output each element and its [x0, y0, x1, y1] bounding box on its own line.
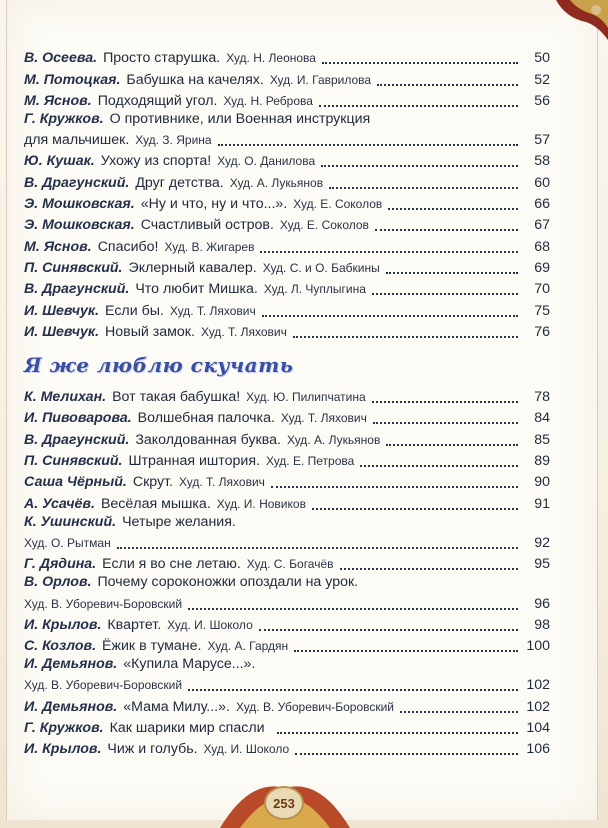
dot-leader	[260, 251, 518, 253]
entry-page-number: 58	[534, 153, 550, 170]
entry-page-number: 89	[534, 453, 550, 470]
dot-leader	[295, 753, 518, 755]
toc-entry	[24, 673, 550, 694]
entry-page-number: 98	[534, 616, 550, 633]
entry-author: И. Шевчук.	[24, 323, 100, 340]
entry-title: Что любит Мишка.	[135, 281, 258, 298]
dot-leader	[386, 272, 518, 274]
entry-title: Квартет.	[107, 616, 162, 633]
entry-illustrator: Худ. Т. Ляхович	[169, 303, 256, 318]
entry-illustrator: Худ. Т. Ляхович	[280, 411, 367, 426]
entry-illustrator: Худ. И. Новиков	[216, 496, 306, 511]
entry-title: Счастливый остров.	[140, 217, 274, 234]
dot-leader	[377, 84, 518, 86]
corner-ornament-icon	[536, 0, 608, 40]
dot-leader	[319, 105, 518, 107]
entry-page-number: 68	[534, 238, 550, 255]
entry-title: Ухожу из спорта!	[100, 153, 212, 170]
entry-page-number: 91	[534, 495, 550, 512]
entry-illustrator: Худ. О. Данилова	[217, 154, 316, 169]
toc-entry	[24, 591, 550, 612]
toc-entry	[24, 513, 550, 531]
entry-title: Весёлая мышка.	[100, 495, 211, 512]
entry-page-number: 57	[534, 132, 550, 149]
dot-leader	[321, 165, 518, 167]
entry-author: Г. Кружков.	[24, 110, 104, 127]
dot-leader	[400, 711, 518, 713]
entry-illustrator: Худ. И. Гаврилова	[269, 72, 372, 87]
entry-author: Э. Мошковская.	[24, 217, 135, 234]
entry-illustrator: Худ. Т. Ляхович	[179, 475, 265, 490]
entry-illustrator: Худ. В. Уборевич-Боровский	[24, 678, 183, 693]
entry-page-number: 92	[534, 534, 550, 551]
entry-illustrator: Худ. Т. Ляхович	[200, 324, 287, 339]
toc-entry	[24, 552, 550, 573]
entry-title: для мальчишек.	[24, 132, 130, 149]
entry-illustrator: Худ. А. Лукьянов	[286, 432, 381, 447]
dot-leader	[372, 401, 518, 403]
entry-author: В. Драгунский.	[24, 431, 130, 448]
entry-title: Эклерный кавалер.	[128, 259, 257, 276]
entry-illustrator: Худ. С. и О. Бабкины	[262, 260, 380, 275]
toc-entry	[24, 716, 550, 737]
toc-entry	[24, 149, 550, 170]
entry-author: Ю. Кушак.	[24, 153, 95, 170]
entry-illustrator: Худ. А. Лукьянов	[229, 175, 324, 190]
entry-author: И. Пивоварова.	[24, 410, 132, 427]
toc-section-1	[24, 46, 550, 341]
toc-entry	[24, 449, 550, 470]
entry-author: А. Усачёв.	[24, 495, 95, 512]
entry-author: П. Синявский.	[24, 259, 123, 276]
dot-leader	[117, 547, 518, 549]
entry-title: Друг детства.	[135, 174, 224, 191]
section-heading: Я же люблю скучать	[24, 352, 294, 377]
entry-illustrator: Худ. А. Гардян	[207, 639, 289, 654]
entry-title: Подходящий угол.	[97, 92, 218, 109]
toc-entry	[24, 298, 550, 319]
entry-title: Заколдованная буква.	[135, 431, 281, 448]
entry-author: С. Козлов.	[24, 638, 97, 655]
entry-page-number: 84	[534, 410, 550, 427]
entry-page-number: 52	[534, 71, 550, 88]
dot-leader	[322, 62, 518, 64]
entry-title: Бабушка на качелях.	[126, 71, 264, 88]
entry-page-number: 96	[534, 595, 550, 612]
entry-author: М. Потоцкая.	[24, 71, 121, 88]
entry-title: Ёжик в тумане.	[102, 638, 202, 655]
entry-page-number: 85	[534, 431, 550, 448]
dot-leader	[312, 508, 518, 510]
entry-illustrator: Худ. Ю. Пилипчатина	[246, 390, 366, 405]
toc-entry	[24, 573, 550, 591]
entry-page-number: 95	[534, 556, 550, 573]
entry-title: Скрут.	[132, 474, 173, 491]
table-of-contents	[24, 46, 550, 758]
toc-entry	[24, 67, 550, 88]
entry-illustrator: Худ. В. Уборевич-Боровский	[24, 596, 183, 611]
entry-illustrator: Худ. С. Богачёв	[246, 557, 334, 572]
entry-title: Если я во сне летаю.	[102, 556, 241, 573]
toc-entry	[24, 427, 550, 448]
toc-entry	[24, 613, 550, 634]
entry-page-number: 60	[534, 174, 550, 191]
entry-author: М. Яснов.	[24, 92, 92, 109]
entry-author: Э. Мошковская.	[24, 196, 135, 213]
entry-page-number: 102	[526, 698, 550, 715]
entry-title: Почему сороконожки опоздали на урок.	[97, 574, 359, 591]
toc-entry	[24, 234, 550, 255]
dot-leader	[388, 208, 518, 210]
toc-entry	[24, 385, 550, 406]
dot-leader	[360, 465, 518, 467]
toc-entry	[24, 470, 550, 491]
dot-leader	[372, 293, 518, 295]
entry-illustrator: Худ. Л. Чуплыгина	[263, 282, 366, 297]
entry-author: В. Драгунский.	[24, 281, 130, 298]
entry-author: И. Демьянов.	[24, 698, 118, 715]
entry-title: Спасибо!	[97, 238, 159, 255]
entry-page-number: 75	[534, 302, 550, 319]
entry-page-number: 70	[534, 281, 550, 298]
entry-author: В. Орлов.	[24, 574, 92, 591]
dot-leader	[271, 486, 518, 488]
entry-page-number: 78	[534, 389, 550, 406]
entry-illustrator: Худ. О. Рытман	[24, 535, 111, 550]
entry-author: Саша Чёрный.	[24, 474, 127, 491]
toc-entry	[24, 634, 550, 655]
entry-author: В. Осеева.	[24, 50, 98, 67]
dot-leader	[188, 689, 518, 691]
dot-leader	[218, 144, 518, 146]
dot-leader	[262, 315, 518, 317]
toc-entry	[24, 46, 550, 67]
entry-page-number: 56	[534, 92, 550, 109]
entry-page-number: 106	[526, 741, 550, 758]
entry-title: Просто старушка.	[103, 50, 221, 67]
entry-illustrator: Худ. Е. Петрова	[265, 454, 355, 469]
entry-author: И. Крылов.	[24, 741, 102, 758]
entry-title: Четыре желания.	[122, 513, 236, 530]
entry-author: И. Демьянов.	[24, 656, 118, 673]
entry-illustrator: Худ. И. Шоколо	[167, 617, 253, 632]
dot-leader	[293, 336, 518, 338]
toc-entry	[24, 256, 550, 277]
page-number-badge: 253	[264, 786, 304, 820]
entry-page-number: 67	[534, 217, 550, 234]
toc-entry	[24, 277, 550, 298]
dot-leader	[188, 608, 518, 610]
entry-illustrator: Худ. З. Ярина	[135, 133, 212, 148]
entry-illustrator: Худ. Н. Реброва	[223, 93, 313, 108]
dot-leader	[386, 444, 518, 446]
toc-entry	[24, 213, 550, 234]
entry-title: «Ну и что, ну и что...».	[140, 196, 288, 213]
entry-title: Чиж и голубь.	[107, 741, 198, 758]
entry-title: Если бы.	[105, 302, 164, 319]
entry-illustrator: Худ. Н. Леонова	[226, 51, 316, 66]
toc-entry	[24, 128, 550, 149]
entry-author: П. Синявский.	[24, 453, 123, 470]
entry-title: Новый замок.	[105, 323, 195, 340]
entry-title: Как шарики мир спасли	[109, 720, 265, 737]
dot-leader	[373, 422, 518, 424]
dot-leader	[277, 732, 518, 734]
toc-section-2	[24, 385, 550, 758]
toc-entry	[24, 110, 550, 128]
dot-leader	[259, 629, 518, 631]
entry-author: К. Ушинский.	[24, 513, 117, 530]
toc-entry	[24, 170, 550, 191]
toc-entry	[24, 655, 550, 673]
entry-title: Штранная иштория.	[128, 453, 260, 470]
entry-author: И. Шевчук.	[24, 302, 100, 319]
dot-leader	[340, 568, 518, 570]
toc-entry	[24, 737, 550, 758]
entry-page-number: 66	[534, 196, 550, 213]
entry-author: В. Драгунский.	[24, 174, 130, 191]
entry-page-number: 76	[534, 323, 550, 340]
toc-entry	[24, 320, 550, 341]
entry-page-number: 50	[534, 50, 550, 67]
entry-author: Г. Кружков.	[24, 720, 104, 737]
entry-title: «Мама Милу...».	[123, 698, 230, 715]
dot-leader	[375, 229, 518, 231]
dot-leader	[294, 650, 518, 652]
entry-illustrator: Худ. Е. Соколов	[279, 218, 369, 233]
entry-title: Волшебная палочка.	[137, 410, 275, 427]
entry-illustrator: Худ. И. Шоколо	[203, 742, 290, 757]
toc-entry	[24, 694, 550, 715]
toc-entry	[24, 406, 550, 427]
toc-entry	[24, 192, 550, 213]
entry-title: О противнике, или Военная инструкция	[109, 110, 371, 127]
entry-title: Вот такая бабушка!	[112, 389, 241, 406]
toc-entry	[24, 531, 550, 552]
entry-page-number: 102	[526, 677, 550, 694]
entry-illustrator: Худ. Е. Соколов	[293, 197, 383, 212]
dot-leader	[329, 187, 518, 189]
entry-author: М. Яснов.	[24, 238, 92, 255]
entry-illustrator: Худ. В. Уборевич-Боровский	[235, 699, 395, 714]
entry-page-number: 90	[534, 474, 550, 491]
entry-author: К. Мелихан.	[24, 389, 107, 406]
entry-author: Г. Дядина.	[24, 556, 97, 573]
entry-page-number: 69	[534, 259, 550, 276]
entry-page-number: 100	[526, 638, 550, 655]
toc-entry	[24, 89, 550, 110]
toc-entry	[24, 491, 550, 512]
entry-page-number: 104	[526, 720, 550, 737]
entry-author: И. Крылов.	[24, 616, 102, 633]
entry-title: «Купила Марусе...».	[123, 656, 256, 673]
entry-illustrator: Худ. В. Жигарев	[164, 239, 255, 254]
